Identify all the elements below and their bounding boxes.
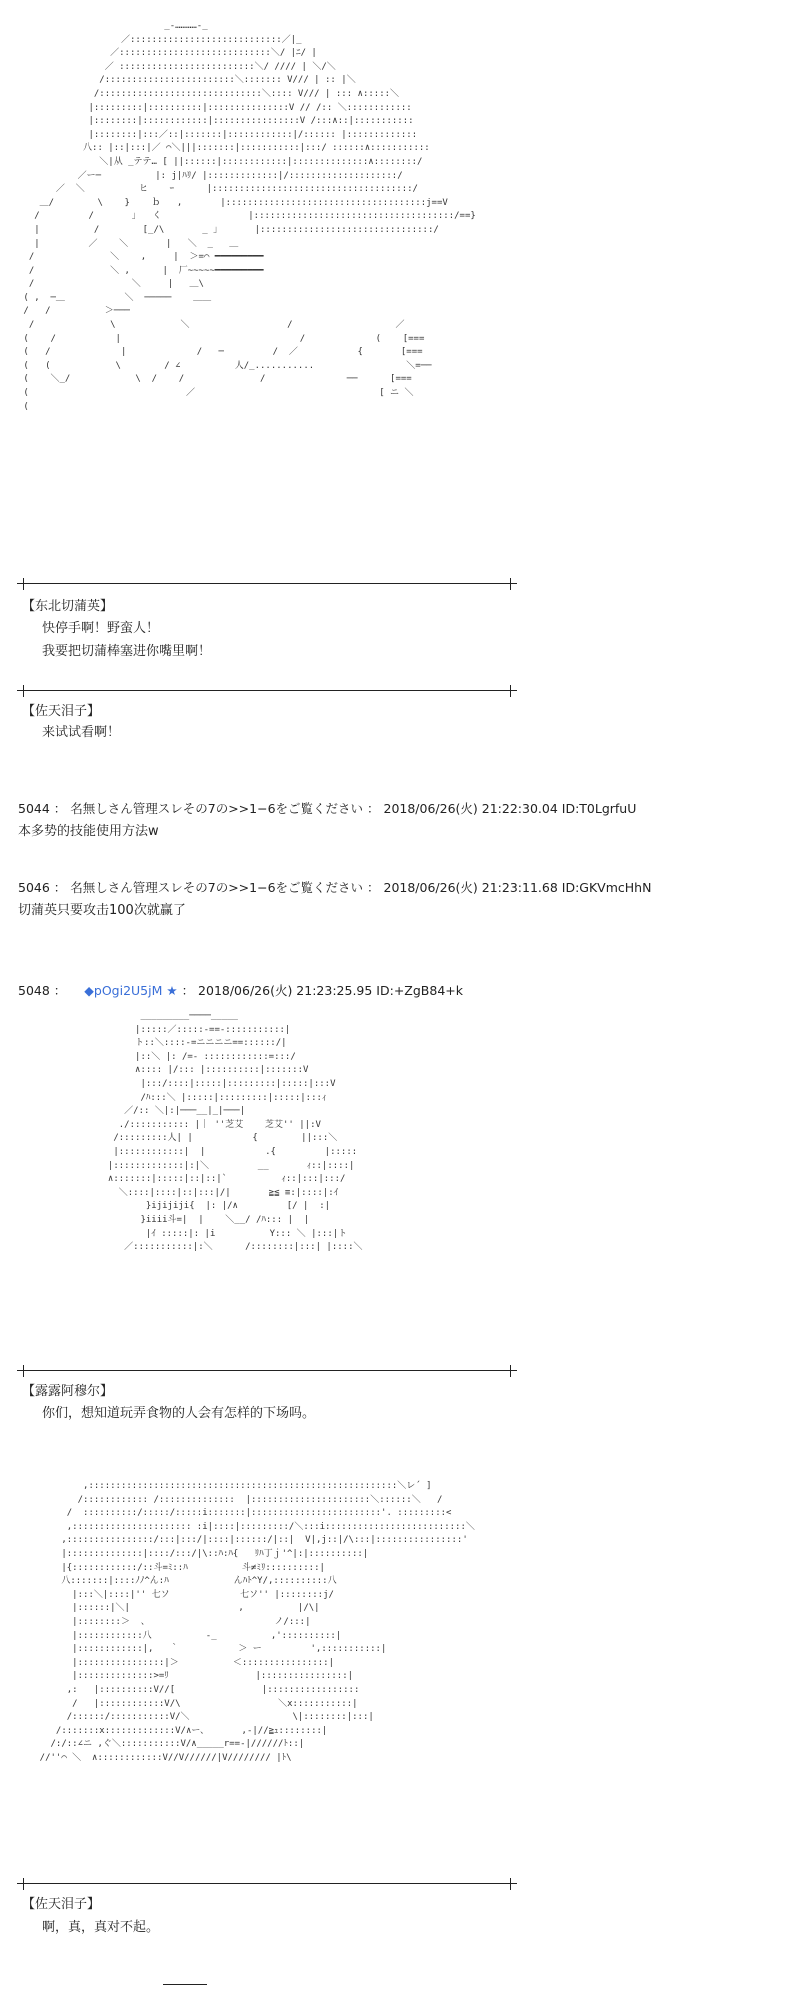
- ascii-art-fight-scene: _-…………-_ ／::::::::::::::::::::::::::::／|_ ／::::::::::::::::::::::::::::＼/ |ﾆ/ | ／ :::::::::::::::::::::::::＼/ //// | ＼/＼ /::::::::::::::::::::::::＼::::::: V/// | :: |＼ /::::::::::::::::::::::::::::::＼:::: V/// | ::: ∧:::::＼ |:::::::::|::::::::::|:::::::::::::::V // /:: ＼:::::::::::: |::::::::|::::::::::::|::::::::::::::::V /:::∧::|::::::::::: |::::::::|:::／::|:::::::|::::::::::::|/:::::: |::::::::::::: 八:: |::|:::|／ ⌒＼|||:::::::|:::::::::::|:::/ ::::::∧::::::::::: ＼|从 _テテ… [ ||::::::|::::::::::::|::::::::::::::∧::::::::/ ／ー─ |: j|ﾊﾘ/ |:::::::::::::|/::::::::::::::::::::/ ／ ＼ ヒ ｰ |:::::::::::::::::::::::::::::::::::::/ ＿/ \ } ｂ , |:::::::::::::::::::::::::::::::::::::j==V / / ｣ く |:::::::::::::::::::::::::::::::::::::/==} | / [_/\ _ 」 |::::::::::::::::::::::::::::::::/ | ／ ＼ | ＼ _ ＿ / ＼ , | ＞=⌒ ━━━━━━━━━ / ＼ , | 厂~~~~~━━━━━━━━━ / ＼ | ＿\ ( , ─＿ ＼ ───── ＿＿ / / ＞─── / \ ＼ / ／ ( / | / ( [=== ( / | / ─ / ／ { [=== ( ( \ / ∠ 人/_........... ＼=── ( ＼_/ \ / / / ── [=== ( ／ [ ニ ＼ (: [23, 21, 476, 412]
- dialogue-line: 你们，想知道玩弄食物的人会有怎样的下场吗。: [42, 1406, 316, 1421]
- post-body: 本多势的技能使用方法w: [18, 824, 159, 839]
- dialogue-line: 我要把切蒲棒塞进你嘴里啊！: [42, 644, 212, 659]
- dialogue-line: 快停手啊！野蛮人！: [42, 621, 160, 636]
- speaker-name: 【露露阿穆尔】: [22, 1384, 114, 1399]
- post-header: 5044 ： 名無しさん管理スレその7の>>1−6をご覧ください ： 2018/06/26(火) 21:22:30.04 ID:T0LgrfuU: [18, 801, 637, 816]
- dialogue-divider: [17, 690, 517, 691]
- dialogue-divider: [17, 583, 517, 584]
- ascii-art-girl: _________────_____ |:::::／:::::-==-:::::::::::| ト::＼::::-=ニニニニ==::::::/| |::＼ |: /=- ::::::::::::=:::/ ∧:::: |/::: |::::::::::|:::::::V |:::/::::|:::::|:::::::::|:::::|:::V /ﾊ:::＼ |:::::|:::::::::|:::::|:::ｨ ／/:: ＼|:|───__|_|───| ./::::::::::: |｜ ''芝艾 芝艾'' ||:V /:::::::::人| | { ||:::＼ |::::::::::::| | .{ |::::: |:::::::::::::|:|＼ __ ｨ::|::::| ∧:::::::|:::::|::|::|` ｨ::|:::|:::/ ＼::::|::::|::|:::|/| ≧≦ ≡:|::::|:ｲ }ijijiji{ |: |/∧ [/ | :| }iiii斗=| | ＼__/ /ﾊ::: | | |ｲ :::::|: |i Y::: ＼ |:::|ト ／:::::::::::|:＼ /::::::::|:::| |::::＼: [107, 1011, 363, 1253]
- post-trip-link[interactable]: ◆pOgi2U5jM ★: [84, 983, 178, 998]
- post-header: 5046 ： 名無しさん管理スレその7の>>1−6をご覧ください ： 2018/06/26(火) 21:23:11.68 ID:GKVmcHhN: [18, 880, 652, 895]
- speaker-name: 【东北切蒲英】: [22, 599, 114, 614]
- post-header: [18, 982, 463, 1000]
- post-body: 切蒲英只要攻击100次就赢了: [18, 903, 186, 918]
- dialogue-line: 来试试看啊！: [42, 725, 121, 740]
- speaker-name: 【佐天泪子】: [22, 1897, 101, 1912]
- post-meta: ： 2018/06/26(火) 21:23:25.95 ID:+ZgB84+k: [181, 983, 463, 998]
- speaker-name: 【佐天泪子】: [22, 704, 101, 719]
- dialogue-divider: [17, 1370, 517, 1371]
- post-number: 5048 ：: [18, 983, 67, 998]
- dialogue-divider: [17, 1883, 517, 1884]
- ascii-art-apology-face: ,:::::::::::::::::::::::::::::::::::::::::::::::::::::::::＼レ´ ] /:::::::::::: /:::::::::::::: |::::::::::::::::::::::＼::::::＼ / / ::::::::::/:::::/:::::i:::::::|::::::::::::::::::::::::'. :::::::::< ,:::::::::::::::::::::: :i|::::|:::::::::/＼:::i::::::::::::::::::::::::::＼ ,::::::::::::::::/:::|:::/|::::|::::::/|::| V|,j::|/\:::|::::::::::::::::' |::::::::::::::|::::/:::/|\::ﾊ:ﾊ{ ﾘﾊ丁ｊ'^|:|::::::::::| |{::::::::::::/::斗=ﾐ::ﾊ 斗≠ﾐﾘ::::::::::| 八:::::::|::::ﾉﾉ^ん:ﾊ んﾊﾄ^Y/,::::::::::八 |:::＼|::::|'' 七ソ 七ソ'' |::::::::j/ |::::::|＼| , |/\| |::::::::＞ 、 ノ/:::| |::::::::::::八 -_ ,'::::::::::| |::::::::::::|, ｀ ＞ ー ',:::::::::::| |::::::::::::::::|＞ ＜::::::::::::::::| |::::::::::::::>=ﾘ |::::::::::::::::| ,: |::::::::::V//[ |::::::::::::::::: / |::::::::::::V/\ ＼x:::::::::::| /::::::/:::::::::::V/＼ \|::::::::|:::| /:::::::x:::::::::::::V/∧ー、 ,-|//≧ｭ::::::::| /:/::∠ニ ,ぐ＼:::::::::::V/∧_____r==-|//////ﾄ::| //''⌒ ＼ ∧::::::::::::V//V//////|V//////// |ﾄ\: [39, 1481, 475, 1763]
- bottom-rule: [163, 1984, 207, 1985]
- dialogue-line: 啊，真，真对不起。: [42, 1920, 160, 1935]
